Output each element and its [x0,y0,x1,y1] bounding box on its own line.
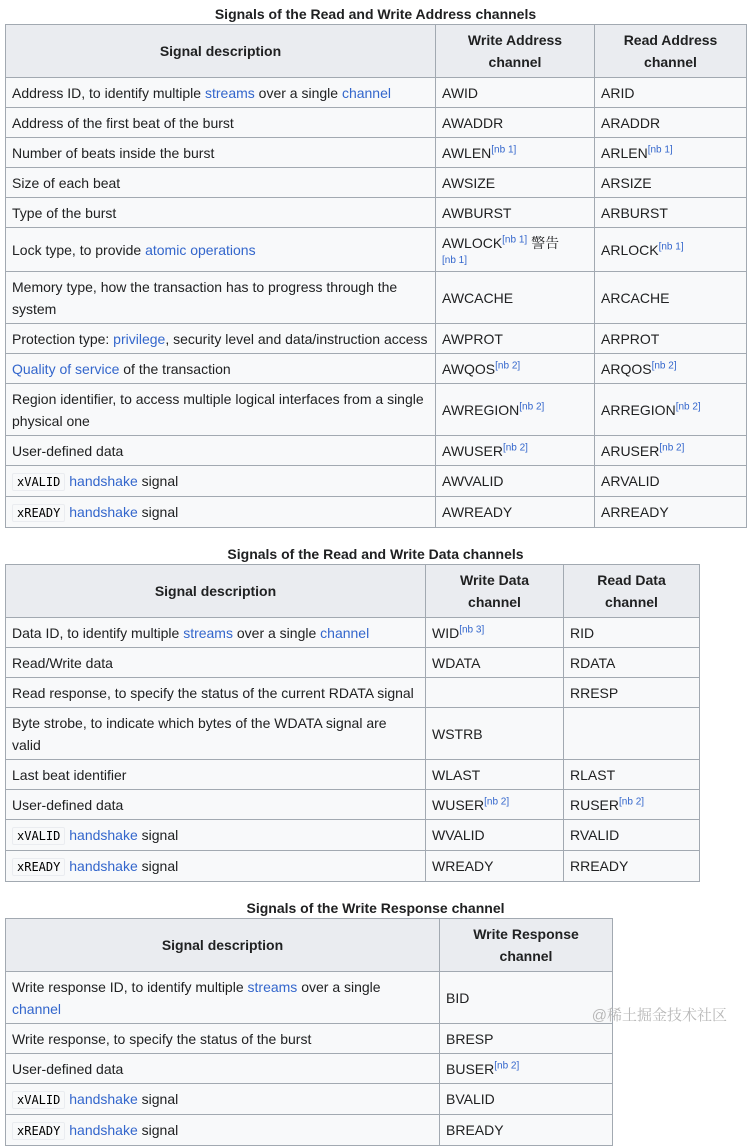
signal-name: AWLEN [442,144,492,161]
signal-name: AWREGION [442,401,520,418]
signal-name-cell [436,384,595,436]
signal-name: AWADDR [442,114,504,131]
watermark: @稀土掘金技术社区 [591,1007,727,1024]
content [0,4,751,1146]
header-row [6,919,613,972]
column-header[interactable]: Write Response channel [440,919,613,972]
wiki-link[interactable]: streams [183,624,233,641]
signal-name: WDATA [432,654,481,671]
text: Write response ID, to identify multiple [12,978,248,995]
table-row [6,1054,613,1084]
signal-name-cell [564,708,700,760]
signal-name: RRESP [570,684,619,701]
table-row [6,1024,613,1054]
signal-name: RREADY [570,858,629,874]
footnote-link[interactable]: [nb 3] [459,623,485,635]
signal-name-cell [564,760,700,790]
footnote-link[interactable]: [nb 1] [658,240,684,252]
signal-name: ARID [601,84,635,101]
table-row [6,466,747,497]
wiki-link[interactable]: handshake [69,1121,138,1138]
signal-description [6,198,436,228]
signal-name-cell [595,168,747,198]
table-row [6,790,700,820]
signal-description [6,436,436,466]
text: over a single [254,84,342,101]
signal-description [6,618,426,648]
signal-name: WID [432,624,460,641]
signal-name-cell [595,228,747,272]
footnote-link[interactable]: [nb 2] [495,359,521,371]
signal-name: AWCACHE [442,289,514,306]
signal-name: RUSER [570,796,620,813]
table-row [6,78,747,108]
text: Type of the burst [12,204,117,221]
table-row [6,138,747,168]
signal-code: xVALID [12,1091,65,1109]
table-row [6,228,747,272]
text: Data ID, to identify multiple [12,624,184,641]
signal-name: ARQOS [601,360,652,377]
signal-name-cell [426,648,564,678]
text: Last beat identifier [12,766,127,783]
signal-name-cell [426,790,564,820]
signal-description [6,228,436,272]
table-row [6,198,747,228]
text: Read/Write data [12,654,113,671]
signal-name-cell [436,198,595,228]
signal-name: AWQOS [442,360,496,377]
warning-text: 警告 [527,234,560,251]
table-row [6,972,613,1024]
text: Byte strobe, to indicate which bytes of the WDATA signal are valid [12,714,387,753]
signal-description [6,324,436,354]
signal-name-cell [440,1054,613,1084]
table-row [6,108,747,138]
signal-description [6,678,426,708]
signal-name-cell [426,760,564,790]
signal-name-cell [426,678,564,708]
wiki-link[interactable]: handshake [69,826,138,843]
footnote-link[interactable]: [nb 1] [647,143,673,155]
signal-name-cell [595,198,747,228]
text: signal [137,826,179,843]
text: over a single [297,978,381,995]
footnote-link[interactable]: [nb 1] [491,143,517,155]
signal-name: ARPROT [601,330,660,347]
table-row [6,324,747,354]
signal-name-cell [436,138,595,168]
signal-name: RLAST [570,766,616,783]
footnote-link[interactable]: [nb 2] [494,1059,520,1071]
signal-name: AWBURST [442,204,512,221]
signal-code: xVALID [12,827,65,845]
signal-name-cell [595,384,747,436]
table-row [6,497,747,528]
signal-name-cell [436,272,595,324]
signal-name: ARCACHE [601,289,670,306]
signal-description [6,78,436,108]
signal-name-cell [564,618,700,648]
column-header[interactable]: Signal description [6,25,436,78]
signal-name-cell [436,497,595,528]
signal-name-cell [440,1024,613,1054]
signal-name: ARLOCK [601,241,659,258]
table-row [6,820,700,851]
signal-name-cell [564,851,700,882]
signal-name-cell [595,354,747,384]
signal-name: BRESP [446,1030,494,1047]
signal-code: xREADY [12,504,65,522]
signal-name: ARADDR [601,114,661,131]
table-row [6,1084,613,1115]
signal-name: ARSIZE [601,174,652,191]
signal-name-cell [564,790,700,820]
signal-name-cell [564,820,700,851]
signal-name-cell [436,324,595,354]
text: signal [137,472,179,489]
signal-name-cell [595,466,747,497]
table-row [6,168,747,198]
signal-code: xREADY [12,858,65,876]
signal-name-cell [595,324,747,354]
column-header[interactable]: Signal description [6,565,426,618]
signal-name-cell [436,168,595,198]
wiki-link[interactable]: channel [320,624,370,641]
footnote-link[interactable]: [nb 2] [484,795,510,807]
signal-description [6,138,436,168]
signal-name-cell [440,1115,613,1146]
signal-name: BREADY [446,1122,504,1138]
text: Address ID, to identify multiple [12,84,205,101]
signal-description [6,1024,440,1054]
signal-name: RDATA [570,654,616,671]
text: Read response, to specify the status of the current RDATA signal [12,684,414,701]
signal-name-cell [426,851,564,882]
text: over a single [232,624,321,641]
text: Address of the first beat of the burst [12,114,234,131]
signal-description [6,168,436,198]
signal-name: WUSER [432,796,485,813]
wiki-link[interactable]: atomic operations [145,241,256,258]
table-row [6,708,700,760]
footnote-link[interactable]: [nb 1] [502,233,528,245]
signal-name: RID [570,624,595,641]
signal-name-cell [436,228,595,272]
signals-table [5,564,700,882]
signal-description [6,497,436,528]
signal-name-cell [595,272,747,324]
signal-description [6,648,426,678]
signal-name: ARUSER [601,442,660,459]
table-row [6,851,700,882]
signal-name-cell [440,1084,613,1115]
signal-description [6,108,436,138]
signal-name-cell [436,466,595,497]
table-row [6,648,700,678]
signal-description [6,851,426,882]
signal-name-cell [564,678,700,708]
wiki-link[interactable]: channel [341,84,391,101]
text: signal [137,857,179,874]
column-header[interactable]: Write Address channel [436,25,595,78]
signal-description [6,820,426,851]
signal-code: xVALID [12,473,65,491]
signal-description [6,972,440,1024]
column-header[interactable]: Signal description [6,919,440,972]
signal-name-cell [440,972,613,1024]
table-caption: Signals of the Read and Write Address channels [214,6,537,22]
signals-table [5,918,613,1146]
text: Write response, to specify the status of the burst [12,1030,312,1047]
header-row [6,25,747,78]
text: signal [137,503,179,520]
signal-code: xREADY [12,1122,65,1140]
signal-name-cell [595,138,747,168]
signal-name: WVALID [432,827,485,843]
signal-name: AWID [442,84,479,101]
table-row [6,678,700,708]
text: Protection type: [12,330,114,347]
signal-name: ARBURST [601,204,668,221]
wiki-link[interactable]: streams [204,84,255,101]
signal-name: AWLOCK [442,234,503,251]
footnote-link[interactable]: [nb 2] [519,400,545,412]
wiki-link[interactable]: streams [247,978,298,995]
signal-description [6,760,426,790]
footnote-link[interactable]: [nb 2] [502,441,528,453]
signal-name-cell [436,78,595,108]
signal-name: WSTRB [432,725,483,742]
signal-name-cell [436,354,595,384]
wiki-link[interactable]: handshake [69,857,138,874]
text: Size of each beat [12,174,121,191]
signal-description [6,1115,440,1146]
wiki-link[interactable]: channel [12,1000,62,1017]
signal-description [6,1084,440,1115]
text: , security level and data/instruction access [165,330,428,347]
signal-description [6,354,436,384]
column-header[interactable]: Read Address channel [595,25,747,78]
signal-name: AWSIZE [442,174,496,191]
text: User-defined data [12,796,124,813]
table-caption: Signals of the Read and Write Data channels [227,546,524,562]
signal-name: AWREADY [442,504,513,520]
column-header[interactable]: Write Data channel [426,565,564,618]
footnote-link[interactable]: [nb 2] [619,795,645,807]
signal-description [6,708,426,760]
text: of the transaction [119,360,231,377]
header-row [6,565,700,618]
signal-name: BID [446,989,470,1006]
signal-name: AWPROT [442,330,503,347]
signal-name-cell [595,108,747,138]
signal-name: AWUSER [442,442,503,459]
signal-name-cell [426,618,564,648]
signal-name-cell [426,708,564,760]
wiki-link[interactable]: handshake [69,1090,138,1107]
signal-description [6,790,426,820]
footnote-link[interactable]: [nb 2] [675,400,701,412]
signal-name-cell [564,648,700,678]
text: Memory type, how the transaction has to progress through the system [12,278,398,317]
text: Region identifier, to access multiple logical interfaces from a single physical one [12,390,424,429]
signal-name: ARLEN [601,144,648,161]
signal-name: ARVALID [601,473,660,489]
text: Number of beats inside the burst [12,144,215,161]
signal-name: WREADY [432,858,494,874]
text: signal [137,1121,179,1138]
signal-name: BVALID [446,1091,495,1107]
footnote-link[interactable]: [nb 2] [659,441,685,453]
table-row [6,618,700,648]
wiki-link[interactable]: handshake [69,503,138,520]
signal-name: RVALID [570,827,620,843]
signal-name-cell [426,820,564,851]
wiki-link[interactable]: privilege [113,330,166,347]
signal-name-cell [436,436,595,466]
wiki-link[interactable]: Quality of service [12,360,120,377]
signal-name: ARREGION [601,401,676,418]
table-row [6,436,747,466]
signal-description [6,272,436,324]
footnote-link[interactable]: [nb 2] [651,359,677,371]
signal-name: ARREADY [601,504,669,520]
signal-name-cell [436,108,595,138]
signal-name: BUSER [446,1060,495,1077]
text: Lock type, to provide [12,241,146,258]
signal-description [6,1054,440,1084]
text: User-defined data [12,1060,124,1077]
table-row [6,354,747,384]
signal-name-cell [595,497,747,528]
signal-description [6,466,436,497]
wiki-link[interactable]: handshake [69,472,138,489]
table-row [6,1115,613,1146]
footnote-link[interactable]: [nb 1] [442,254,468,266]
signals-table [5,24,747,528]
column-header[interactable]: Read Data channel [564,565,700,618]
table-row [6,760,700,790]
signal-name-cell [595,78,747,108]
table-row [6,384,747,436]
signal-name: WLAST [432,766,481,783]
table-row [6,272,747,324]
signal-name-cell [595,436,747,466]
table-caption: Signals of the Write Response channel [246,900,505,916]
signal-description [6,384,436,436]
signal-name: AWVALID [442,473,504,489]
text: signal [137,1090,179,1107]
text: User-defined data [12,442,124,459]
